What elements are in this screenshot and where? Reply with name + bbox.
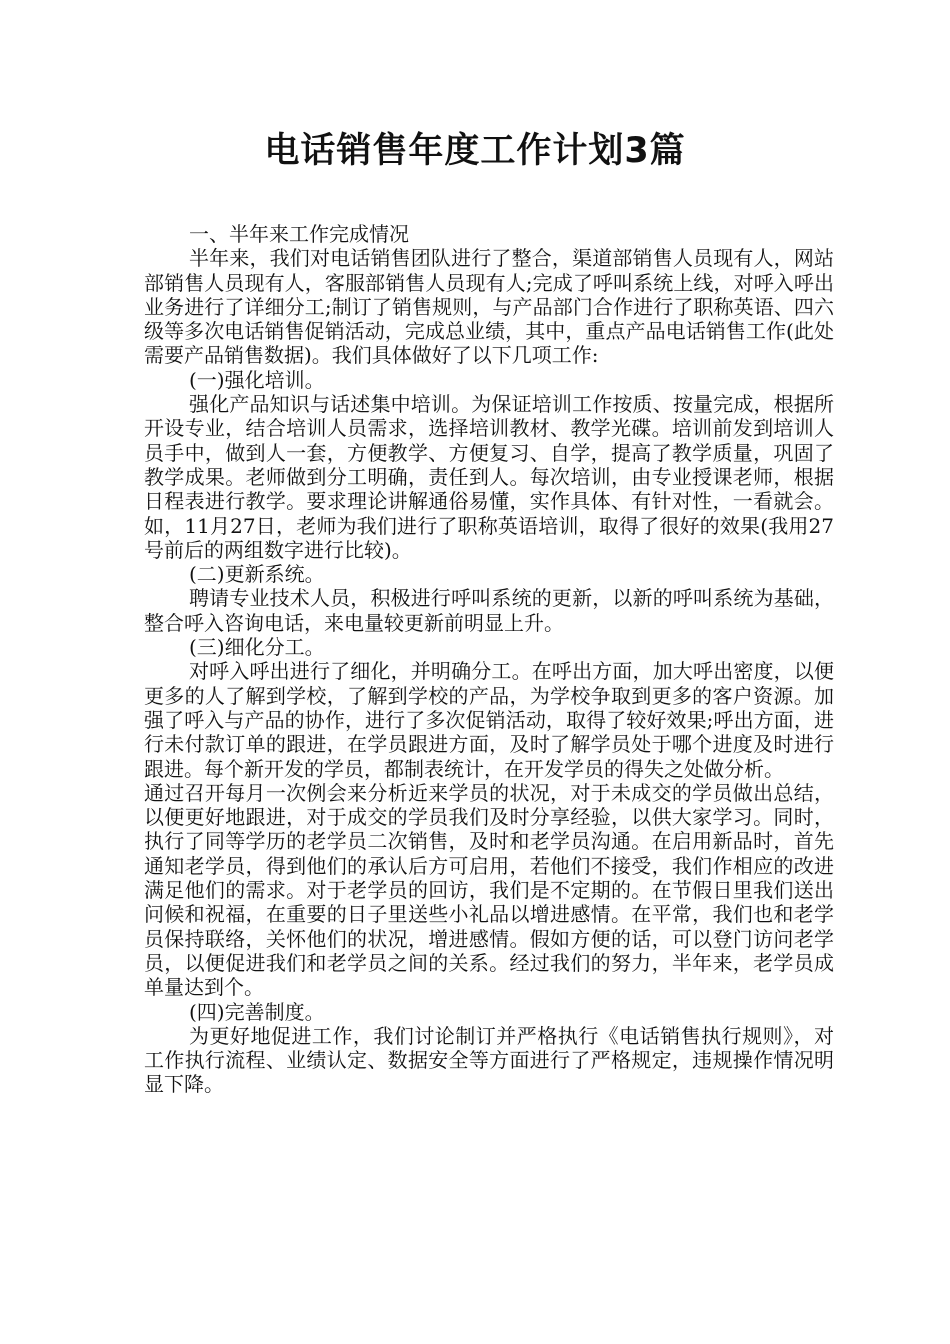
document-title: 电话销售年度工作计划3篇 xyxy=(264,131,686,171)
subheading-training: (一)强化培训。 xyxy=(189,367,325,392)
subheading-system: (二)更新系统。 xyxy=(189,562,325,587)
document-body xyxy=(144,222,834,1097)
paragraph-training: 强化产品知识与话述集中培训。为保证培训工作按质、按量完成，根据所开设专业，结合培训人员需求，选择培训教材、教学光碟。培训前发到培训人员手中，做到人一套，方便教学、方便复习、自学，提高了教学质量，巩固了教学成果。老师做到分工明确，责任到人。每次培训，由专业授课老师，根据日程表进行教学。要求理论讲解通俗易懂，实作具体、有针对性，一看就会。如，11月27日，老师为我们进行了职称英语培训，取得了很好的效果(我用27号前后的两组数字进行比较)。 xyxy=(144,392,834,562)
section-heading-summary: 一、半年来工作完成情况 xyxy=(189,222,409,246)
subheading-rules: (四)完善制度。 xyxy=(189,999,325,1024)
paragraph-division: 对呼入呼出进行了细化，并明确分工。在呼出方面，加大呼出密度，以便更多的人了解到学校，了解到学校的产品，为学校争取到更多的客户资源。加强了呼入与产品的协作，进行了多次促销活动，取得了较好效果;呼出方面，进行未付款订单的跟进，在学员跟进方面，及时了解学员处于哪个进度及时进行跟进。每个新开发的学员，都制表统计，在开发学员的得失之处做分析。 xyxy=(144,659,834,781)
paragraph-followup: 通过召开每月一次例会来分析近来学员的状况，对于未成交的学员做出总结，以便更好地跟进，对于成交的学员我们及时分享经验，以供大家学习。同时，执行了同等学历的老学员二次销售，及时和老学员沟通。在启用新品时，首先通知老学员，得到他们的承认后方可启用，若他们不接受，我们作相应的改进满足他们的需求。对于老学员的回访，我们是不定期的。在节假日里我们送出问候和祝福，在重要的日子里送些小礼品以增进感情。在平常，我们也和老学员保持联络，关怀他们的状况，增进感情。假如方便的话，可以登门访问老学员，以便促进我们和老学员之间的关系。经过我们的努力，半年来，老学员成单量达到个。 xyxy=(144,780,834,1000)
subheading-division: (三)细化分工。 xyxy=(189,635,325,660)
paragraph-overview: 半年来，我们对电话销售团队进行了整合，渠道部销售人员现有人，网站部销售人员现有人，客服部销售人员现有人;完成了呼叫系统上线，对呼入呼出业务进行了详细分工;制订了销售规则，与产品部门合作进行了职称英语、四六级等多次电话销售促销活动，完成总业绩，其中，重点产品电话销售工作(此处需要产品销售数据)。我们具体做好了以下几项工作: xyxy=(144,246,834,368)
paragraph-system: 聘请专业技术人员，积极进行呼叫系统的更新，以新的呼叫系统为基础，整合呼入咨询电话，来电量较更新前明显上升。 xyxy=(144,586,834,635)
paragraph-rules: 为更好地促进工作，我们讨论制订并严格执行《电话销售执行规则》，对工作执行流程、业绩认定、数据安全等方面进行了严格规定，违规操作情况明显下降。 xyxy=(144,1023,834,1097)
